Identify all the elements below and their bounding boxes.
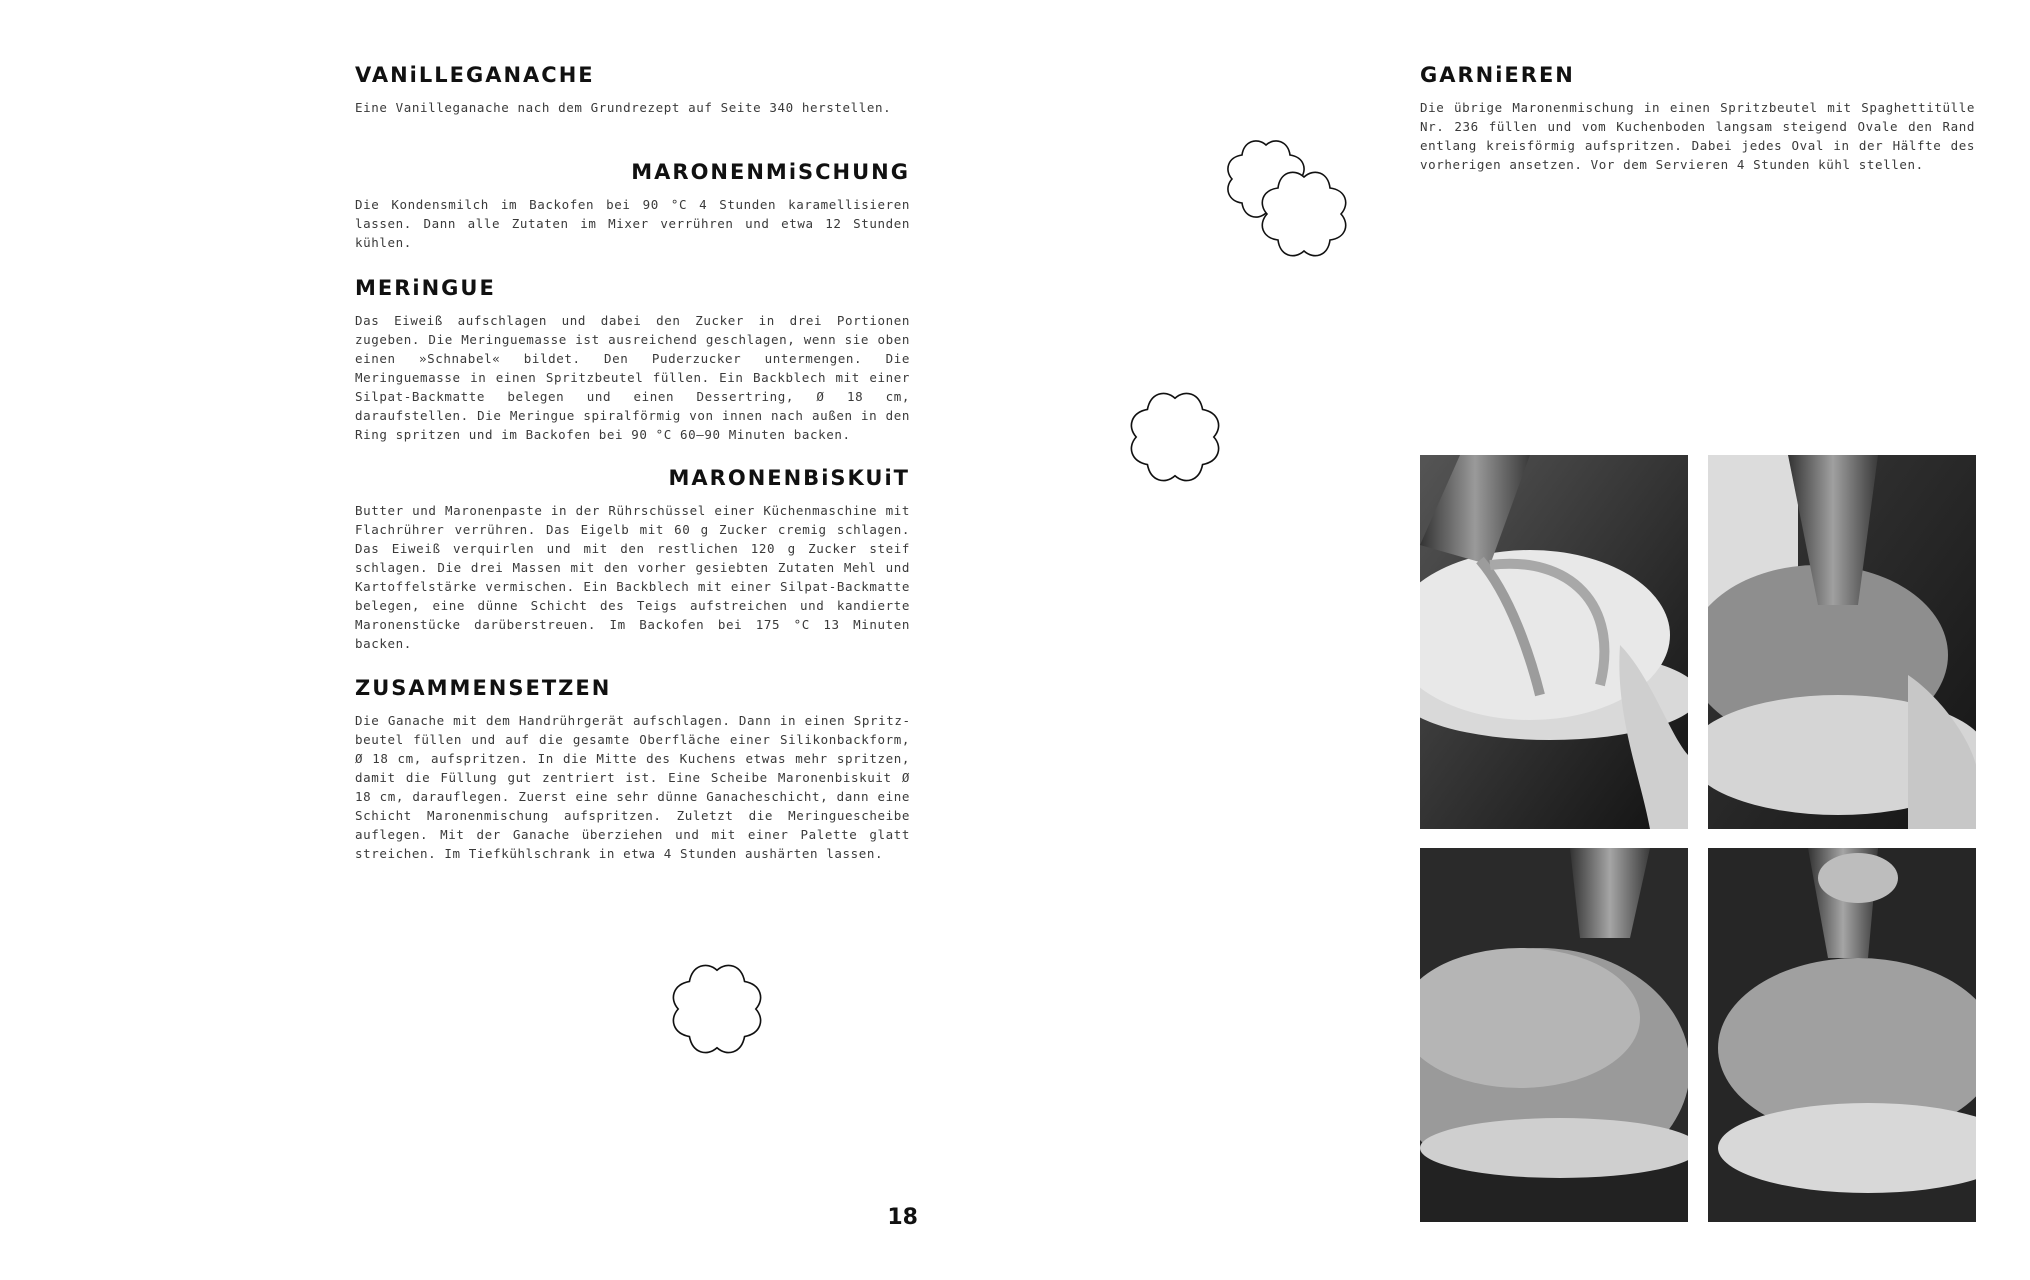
section-text: Die Ganache mit dem Handrührgerät aufschlagen. Dann in einen Spritzbeutel füllen und auf die gesamte Oberfläche einer Silikonbackform, Ø 18 cm, aufspritzen. In die Mitte des Kuchens etwas mehr spritzen, damit die Füllung gut zentriert ist. Eine Scheibe Maronenbiskuit Ø 18 cm, darauflegen. Zuerst eine sehr dünne Ganacheschicht, dann eine Schicht Maronenmischung aufspritzen. Zuletzt die Meringuescheibe auflegen. Mit der Ganache überziehen und mit einer Palette glatt streichen. Im Tiefkühlschrank in etwa 4 Stunden aushärten lassen. [355,713,910,861]
section-heading: GARNiEREN [1420,63,1575,87]
section-zusammensetzen [355,675,910,863]
section-text: Eine Vanilleganache nach dem Grundrezept auf Seite 340 herstellen. [355,100,892,115]
section-text: Butter und Maronenpaste in der Rührschüssel einer Küchenmaschine mit Flachrührer verrühren. Das Eigelb mit 60 g Zucker cremig schlagen. Das Eiweiß verquirlen und mit den restlichen 120 g Zucker steif schlagen. Die drei Massen mit den vorher gesiebten Zutaten Mehl und Kartoffelstärke vermischen. Ein Backblech mit einer Silpat-Backmatte belegen, eine dünne Schicht des Teigs aufstreichen und kandierte Maronenstücke darüberstreuen. Im Backofen bei 175 °C 13 Minuten backen. [355,503,910,651]
section-meringue [355,275,910,444]
section-maronenmischung [355,159,910,252]
section-heading: MARONENMiSCHUNG [631,160,910,184]
page-number: 18 [887,1205,918,1230]
photo-piping-4 [1708,848,1976,1222]
section-heading: MARONENBiSKUiT [668,466,910,490]
section-text: Die Kondensmilch im Backofen bei 90 °C 4 Stunden karamellisieren lassen. Dann alle Zutaten im Mixer verrühren und etwa 12 Stunden kühlen. [355,197,910,250]
photo-piping-1 [1420,455,1688,829]
section-garnieren [1420,62,1975,174]
photo-piping-2 [1708,455,1976,829]
section-text: Das Eiweiß aufschlagen und dabei den Zucker in drei Portionen zugeben. Die Meringuemasse ist ausreichend geschlagen, wenn sie oben einen »Schnabel« bildet. Den Puderzucker untermengen. Die Meringuemasse in einen Spritzbeutel füllen. Ein Backblech mit einer Silpat-Backmatte belegen und einen Dessertring, Ø 18 cm, daraufstellen. Die Meringue spiralförmig von innen nach außen in den Ring spritzen und im Backofen bei 90 °C 60–90 Minuten backen. [355,313,910,442]
section-maronenbiskuit [355,465,910,653]
section-heading: ZUSAMMENSETZEN [355,676,612,700]
photo-piping-3 [1420,848,1688,1222]
flower-outline-icon [1258,168,1350,260]
flower-outline-icon [668,960,766,1058]
flower-outline-icon [1126,388,1224,486]
section-heading: MERiNGUE [355,276,496,300]
section-text: Die übrige Maronenmischung in einen Spritzbeutel mit Spaghettitülle Nr. 236 füllen und vom Kuchenboden langsam steigend Ovale den Rand entlang kreisförmig aufspritzen. Dabei jedes Oval in der Hälfte des vorherigen ansetzen. Vor dem Servieren 4 Stunden kühl stellen. [1420,100,1975,172]
section-heading: VANiLLEGANACHE [355,63,595,87]
section-vanilleganache [355,62,910,117]
